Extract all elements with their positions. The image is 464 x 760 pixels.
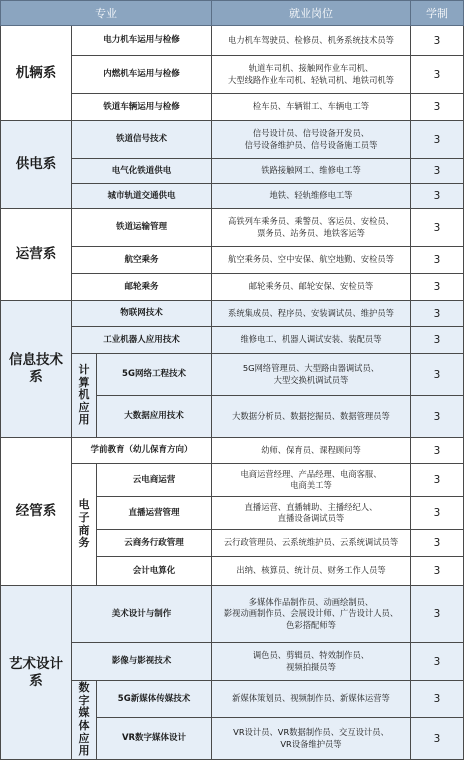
subgroup-label-char: 字: [78, 693, 90, 707]
subgroup-label: [72, 464, 97, 586]
header-major: 专业: [0, 0, 212, 26]
job-positions: [212, 718, 411, 760]
job-line: 视频拍摄员等: [286, 661, 336, 672]
major-name: 直播运营管理: [97, 497, 212, 530]
job-positions: [212, 681, 411, 718]
major-name: VR数字媒体设计: [97, 718, 212, 760]
job-line: 大型线路作业车司机、轻轨司机、地铁司机等: [228, 74, 394, 85]
job-line: 云行政管理员、云系统维护员、云系统调试员等: [223, 537, 399, 548]
job-line: 检车员、车辆钳工、车辆电工等: [252, 101, 370, 112]
job-positions: [212, 94, 411, 121]
major-name: 大数据应用技术: [97, 396, 212, 438]
study-years: 3: [411, 681, 464, 718]
subgroup-label-char: 算: [78, 375, 90, 389]
job-line: 航空乘务员、空中安保、航空地勤、安检员等: [228, 254, 394, 265]
subgroup-label-char: 媒: [78, 706, 90, 720]
department-name: 供电系: [0, 121, 72, 209]
study-years: 3: [411, 247, 464, 274]
major-name: 航空乘务: [72, 247, 212, 274]
job-line: VR设备维护员等: [280, 738, 342, 749]
subgroup-label-char: 子: [78, 510, 90, 524]
job-positions: [212, 26, 411, 56]
department-name: 艺术设计系: [0, 586, 72, 760]
job-positions: [212, 557, 411, 586]
study-years: 3: [411, 274, 464, 301]
study-years: 3: [411, 497, 464, 530]
subgroup-label-char: 体: [78, 719, 90, 732]
job-line: 影视动画制作员、会展设计师、广告设计人员、: [223, 608, 399, 619]
job-line: 大数据分析员、数据挖掘员、数据管理员等: [232, 410, 390, 421]
job-line: 邮轮乘务员、邮轮安保、安检员等: [248, 281, 374, 292]
study-years: 3: [411, 586, 464, 643]
subgroup-label-char: 用: [78, 744, 90, 758]
job-line: 直播设备调试员等: [277, 513, 345, 523]
job-line: 5G网络管理员、大型路由器调试员、: [242, 363, 380, 374]
study-years: 3: [411, 26, 464, 56]
major-name: 会计电算化: [97, 557, 212, 586]
major-name: 城市轨道交通供电: [72, 184, 212, 209]
study-years: 3: [411, 557, 464, 586]
major-name: 云电商运营: [97, 464, 212, 497]
job-line: 高铁列车乘务员、乘警员、客运员、安检员、: [228, 216, 394, 227]
department-name: 信息技术系: [0, 301, 72, 438]
major-name: 物联网技术: [72, 301, 212, 327]
department-name: 机辆系: [0, 26, 72, 121]
job-line: 电力机车驾驶员、检修员、机务系统技术员等: [228, 34, 394, 45]
study-years: 3: [411, 327, 464, 354]
job-line: 电商美工等: [290, 480, 332, 490]
header-jobs: 就业岗位: [212, 0, 411, 26]
major-name: 美术设计与制作: [72, 586, 212, 643]
study-years: 3: [411, 56, 464, 94]
job-line: 幼师、保育员、课程顾问等: [261, 444, 361, 455]
job-line: 出纳、核算员、统计员、财务工作人员等: [236, 565, 386, 576]
study-years: 3: [411, 396, 464, 438]
study-years: 3: [411, 94, 464, 121]
study-years: 3: [411, 354, 464, 396]
subgroup-label-char: 电: [78, 498, 90, 512]
study-years: 3: [411, 121, 464, 159]
major-name: 学前教育（幼儿保育方向）: [72, 438, 212, 464]
job-line: 新媒体策划员、视频制作员、新媒体运营等: [232, 693, 390, 704]
subgroup-label-char: 计: [78, 362, 90, 376]
job-line: 信号设备维护员、信号设备施工员等: [244, 139, 378, 150]
job-positions: [212, 497, 411, 530]
job-line: 系统集成员、程序员、安装调试员、维护员等: [228, 307, 394, 318]
job-positions: [212, 327, 411, 354]
study-years: 3: [411, 643, 464, 681]
job-line: 直播运营、直播辅助、主播经纪人、: [244, 501, 378, 512]
job-positions: [212, 159, 411, 184]
study-years: 3: [411, 159, 464, 184]
major-name: 电气化铁道供电: [72, 159, 212, 184]
major-name: 5G网络工程技术: [97, 354, 212, 396]
study-years: 3: [411, 464, 464, 497]
major-name: 内燃机车运用与检修: [72, 56, 212, 94]
subgroup-label-char: 机: [78, 388, 90, 402]
study-years: 3: [411, 718, 464, 760]
job-line: VR设计员、VR数据制作员、交互设计员、: [233, 727, 389, 738]
department-name: 经管系: [0, 438, 72, 586]
subgroup-label-char: 商: [78, 523, 90, 537]
job-line: 电商运营经理、产品经理、电商客服、: [240, 468, 382, 479]
job-line: 色彩搭配师等: [286, 619, 336, 630]
study-years: 3: [411, 301, 464, 327]
study-years: 3: [411, 184, 464, 209]
job-positions: [212, 530, 411, 557]
job-line: 维修电工、机器人调试安装、装配员等: [240, 334, 382, 345]
subgroup-label-char: 务: [78, 536, 90, 550]
department-name: 运营系: [0, 209, 72, 301]
job-line: 地铁、轻轨维修电工等: [269, 190, 353, 201]
job-positions: [212, 209, 411, 247]
job-line: 信号设计员、信号设备开发员、: [252, 128, 370, 139]
job-positions: [212, 184, 411, 209]
job-line: 轨道车司机、接触网作业车司机、: [248, 63, 374, 74]
subgroup-label: [72, 354, 97, 438]
subgroup-label: [72, 681, 97, 760]
job-line: 调色员、剪辑员、特效制作员、: [252, 650, 370, 661]
major-name: 云商务行政管理: [97, 530, 212, 557]
job-positions: [212, 121, 411, 159]
job-positions: [212, 247, 411, 274]
job-positions: [212, 586, 411, 643]
job-line: 多媒体作品制作员、动画绘制员、: [248, 597, 374, 608]
job-positions: [212, 643, 411, 681]
major-name: 邮轮乘务: [72, 274, 212, 301]
major-name: 铁道车辆运用与检修: [72, 94, 212, 121]
study-years: 3: [411, 209, 464, 247]
job-positions: [212, 56, 411, 94]
subgroup-label-char: 应: [78, 731, 90, 745]
major-name: 铁道信号技术: [72, 121, 212, 159]
job-positions: [212, 354, 411, 396]
job-line: 大型交换机调试员等: [273, 374, 349, 385]
major-name: 铁道运输管理: [72, 209, 212, 247]
job-positions: [212, 438, 411, 464]
header-years: 学制: [411, 0, 464, 26]
major-name: 影像与影视技术: [72, 643, 212, 681]
job-line: 票务员、站务员、地铁客运等: [257, 227, 365, 238]
subgroup-label-char: 应: [78, 400, 90, 414]
job-positions: [212, 396, 411, 438]
subgroup-label-char: 用: [78, 413, 90, 427]
major-name: 电力机车运用与检修: [72, 26, 212, 56]
major-name: 工业机器人应用技术: [72, 327, 212, 354]
subgroup-label-char: 数: [78, 681, 90, 695]
job-positions: [212, 274, 411, 301]
job-line: 铁路接触网工、维修电工等: [261, 165, 361, 176]
job-positions: [212, 464, 411, 497]
job-positions: [212, 301, 411, 327]
major-name: 5G新媒体传媒技术: [97, 681, 212, 718]
study-years: 3: [411, 530, 464, 557]
study-years: 3: [411, 438, 464, 464]
